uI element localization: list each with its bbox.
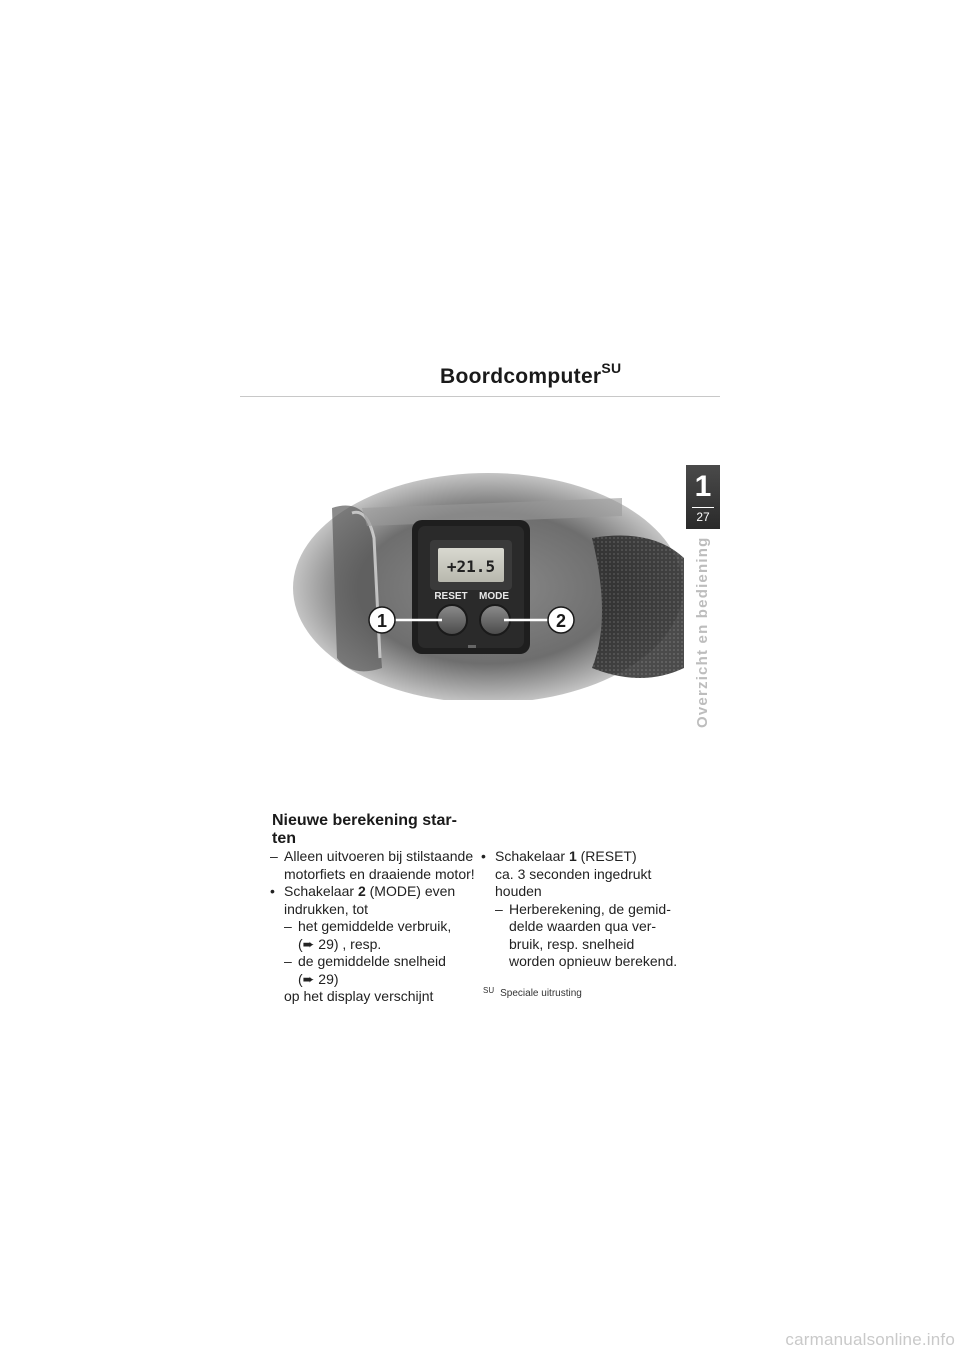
- callout-2-label: 2: [555, 611, 567, 631]
- page-number: 27: [696, 510, 710, 524]
- right-column: [481, 848, 691, 971]
- watermark: carmanualsonline.info: [785, 1330, 955, 1349]
- list-item: – het gemiddelde verbruik, (➨ 29) , resp.: [284, 918, 452, 952]
- list-item: – Alleen uitvoeren bij stilstaande motorfiets en draaiende motor!: [270, 848, 475, 882]
- list-item: • Schakelaar 1 (RESET) ca. 3 seconden ingedrukt houden: [481, 848, 652, 899]
- list-item: – Herberekening, de gemid- delde waarden qua ver- bruik, resp. snelheid worden opnieuw berekend.: [495, 900, 678, 969]
- onboard-computer-photo: [292, 468, 684, 700]
- mode-label: MODE: [479, 591, 509, 602]
- list-item: op het display verschijnt: [284, 988, 434, 1004]
- left-column: [270, 848, 480, 1006]
- reset-label: RESET: [434, 591, 468, 602]
- list-item: • Schakelaar 2 (MODE) even indrukken, tot: [270, 883, 456, 917]
- footnote-mark: SU: [483, 986, 495, 995]
- footnote-text: Speciale uitrusting: [500, 988, 582, 999]
- title-divider: [240, 396, 720, 397]
- page-reference: (➨ 29): [298, 970, 339, 987]
- page-reference: (➨ 29) , resp.: [298, 935, 382, 952]
- callout-1-label: 1: [376, 611, 388, 631]
- chapter-number: 1: [694, 470, 712, 503]
- footnote: [483, 988, 683, 999]
- list-item: – de gemiddelde snelheid (➨ 29): [284, 953, 446, 987]
- side-chapter-label: Overzicht en bediening: [694, 536, 711, 728]
- page-title: Boordcomputer$^{SU}$: [440, 360, 622, 388]
- lcd-readout: +21.5: [446, 557, 496, 576]
- section-heading: Nieuwe berekening star- ten: [272, 812, 457, 847]
- title-superscript: SU: [601, 360, 622, 376]
